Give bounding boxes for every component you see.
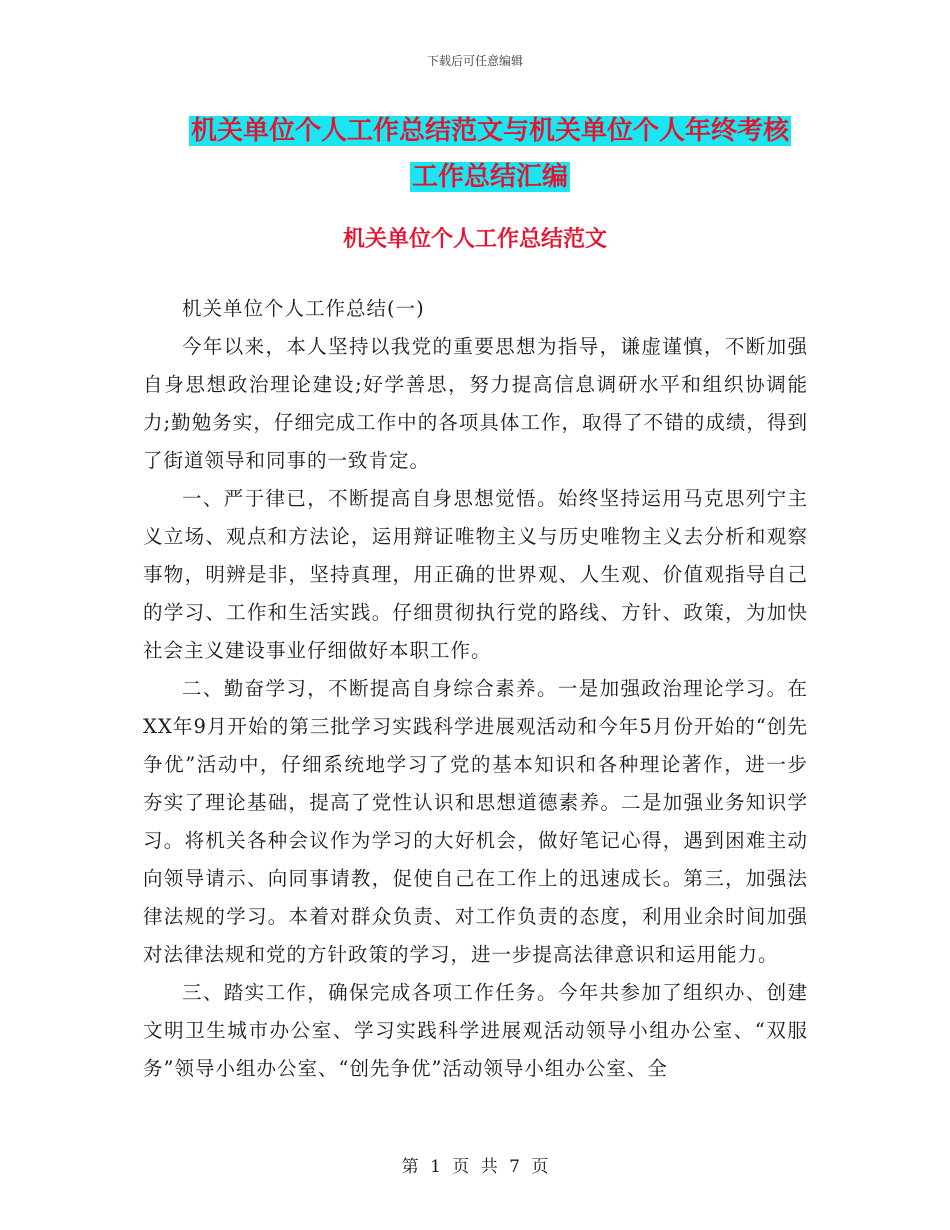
- document-title-line-2: 工作总结汇编: [411, 162, 568, 192]
- paragraph: 一、严于律已，不断提高自身思想觉悟。始终坚持运用马克思列宁主义立场、观点和方法论，运用辩证唯物主义与历史唯物主义去分析和观察事物，明辨是非，坚持真理，用正确的世界观、人生观、价值观指导自己的学习、工作和生活实践。仔细贯彻执行党的路线、方针、政策，为加快社会主义建设事业仔细做好本职工作。: [143, 487, 808, 662]
- section-title: 机关单位个人工作总结范文: [342, 227, 607, 252]
- document-body: [143, 290, 808, 1088]
- header-note: 下载后可任意编辑: [426, 54, 523, 68]
- document-title-line-1: 机关单位个人工作总结范文与机关单位个人年终考核: [190, 116, 789, 146]
- paragraph: 二、勤奋学习，不断提高自身综合素养。一是加强政治理论学习。在XX年9月开始的第三批学习实践科学进展观活动和今年5月份开始的“创先争优”活动中，仔细系统地学习了党的基本知识和各种理论著作，进一步夯实了理论基础，提高了党性认识和思想道德素养。二是加强业务知识学习。将机关各种会议作为学习的大好机会，做好笔记心得，遇到困难主动向领导请示、向同事请教，促使自己在工作上的迅速成长。第三，加强法律法规的学习。本着对群众负责、对工作负责的态度，利用业余时间加强对法律法规和党的方针政策的学习，进一步提高法律意识和运用能力。: [143, 677, 808, 966]
- paragraph: 今年以来，本人坚持以我党的重要思想为指导，谦虚谨慎，不断加强自身思想政治理论建设;好学善思，努力提高信息调研水平和组织协调能力;勤勉务实，仔细完成工作中的各项具体工作，取得了不错的成绩，得到了街道领导和同事的一致肯定。: [143, 335, 808, 472]
- document-title: [140, 108, 840, 200]
- page-number: 第 1 页 共 7 页: [401, 1157, 549, 1177]
- document-subtitle: 机关单位个人工作总结(一): [182, 297, 425, 320]
- paragraph: 三、踏实工作，确保完成各项工作任务。今年共参加了组织办、创建文明卫生城市办公室、学习实践科学进展观活动领导小组办公室、“双服务”领导小组办公室、“创先争优”活动领导小组办公室、全: [143, 981, 808, 1080]
